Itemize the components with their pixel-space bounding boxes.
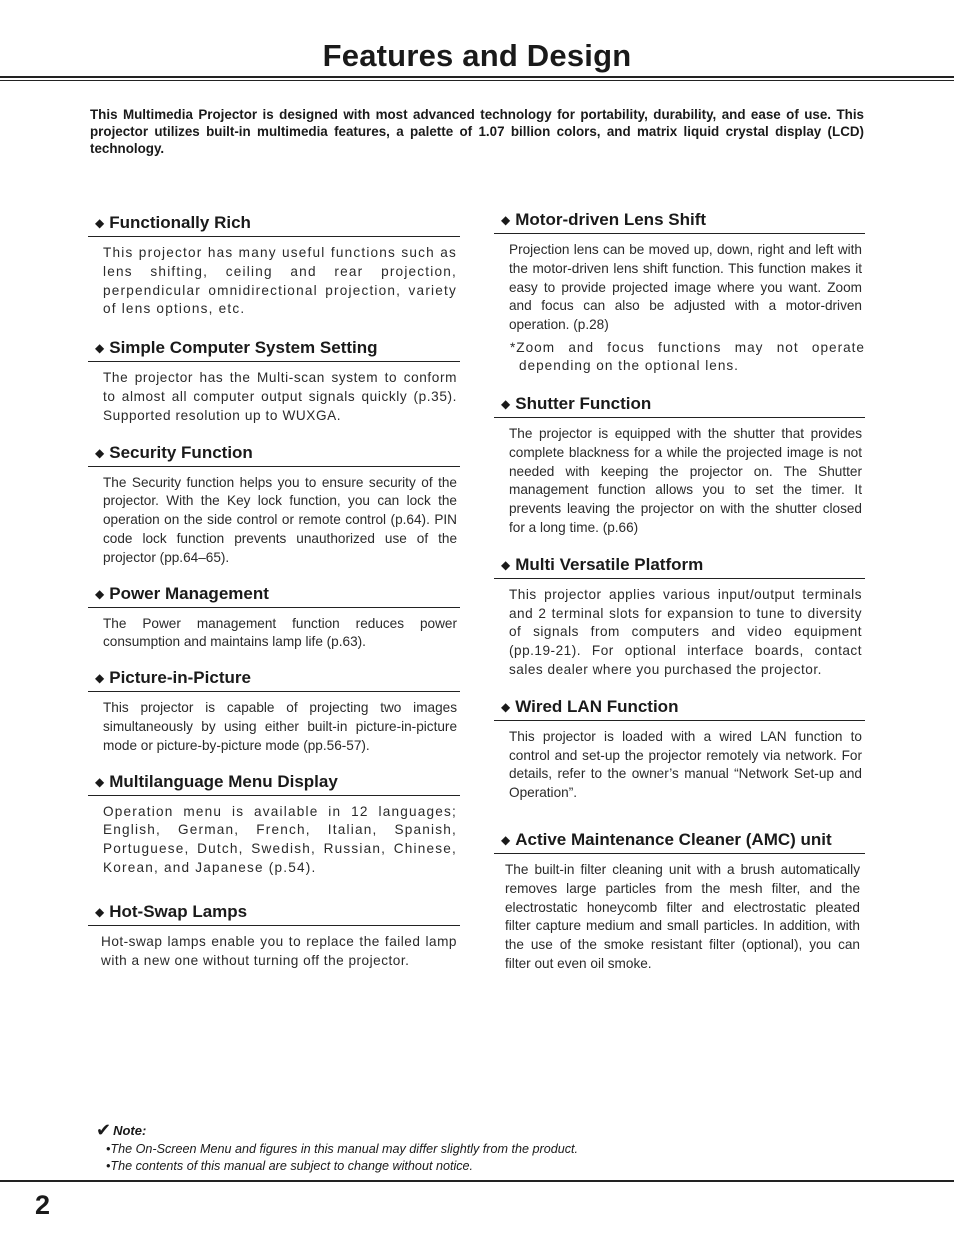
- section-heading-text: Shutter Function: [515, 393, 652, 413]
- section-simple-computer-system-setting: [88, 337, 460, 425]
- section-active-maintenance-cleaner: [494, 829, 865, 974]
- section-heading: [88, 901, 460, 926]
- diamond-icon: ◆: [95, 774, 105, 789]
- section-heading: [494, 554, 865, 579]
- section-heading: [88, 212, 460, 237]
- section-heading: [494, 209, 865, 234]
- section-body: This projector has many useful functions such as lens shifting, ceiling and rear projection, perpendicular omnidirectional projection, variety of lens options, etc.: [103, 245, 457, 317]
- section-heading: [494, 696, 865, 721]
- section-body: Hot-swap lamps enable you to replace the failed lamp with a new one without turning off the projector.: [101, 933, 457, 968]
- note-label: [96, 1120, 796, 1141]
- section-heading: [88, 337, 460, 362]
- section-heading-text: Hot-Swap Lamps: [109, 901, 248, 921]
- page-number: 2: [35, 1190, 51, 1220]
- section-heading: [88, 667, 460, 692]
- section-heading: [494, 829, 865, 854]
- diamond-icon: ◆: [95, 904, 105, 919]
- diamond-icon: ◆: [95, 671, 105, 686]
- section-heading-text: Functionally Rich: [109, 213, 251, 232]
- check-mark-icon: ✔: [96, 1120, 112, 1140]
- section-heading-text: Multi Versatile Platform: [515, 554, 704, 574]
- diamond-icon: ◆: [501, 396, 511, 411]
- section-heading: [494, 393, 865, 418]
- diamond-icon: ◆: [95, 586, 105, 601]
- section-heading-text: Motor-driven Lens Shift: [515, 210, 707, 229]
- diamond-icon: ◆: [501, 213, 511, 227]
- section-shutter-function: [494, 393, 865, 538]
- section-hot-swap-lamps: [88, 901, 460, 971]
- page-title: Features and Design: [322, 38, 632, 73]
- section-body: The projector is equipped with the shutter that provides complete blackness for a while the projected image is not needed with keeping the projector on. The Shutter management function allows you to set the timer. It prevents leaving the projector on with the shutter closed for a long time. (p.66): [509, 425, 862, 535]
- diamond-icon: ◆: [95, 341, 105, 356]
- intro-paragraph: This Multimedia Projector is designed with most advanced technology for portability, durability, and ease of use. This projector utilizes built-in multimedia features, a palette of 1.07 billion colors, and matrix liquid crystal display (LCD) technology.: [90, 107, 864, 156]
- note-label-text: Note:: [113, 1123, 147, 1138]
- section-power-management: [88, 583, 460, 653]
- left-column: [88, 212, 460, 970]
- section-functionally-rich: [88, 212, 460, 319]
- section-body: This projector applies various input/output terminals and 2 terminal slots for expansion to tune to diversity of signals from computers and video equipment (pp.19-21). For optional interface boards, contact sales dealer where you purchased the projector.: [509, 586, 862, 677]
- note-item: •The contents of this manual are subject to change without notice.: [106, 1158, 474, 1173]
- section-heading: [88, 583, 460, 608]
- diamond-icon: ◆: [501, 832, 511, 847]
- section-body: This projector is capable of projecting two images simultaneously by using either built-in picture-in-picture mode or picture-by-picture mode (pp.56-57).: [103, 700, 457, 753]
- title-rule: [0, 76, 954, 81]
- section-motor-driven-lens-shift: [494, 209, 865, 375]
- footer-rule: [0, 1180, 954, 1182]
- diamond-icon: ◆: [95, 445, 105, 460]
- section-picture-in-picture: [88, 667, 460, 755]
- section-heading: [88, 442, 460, 467]
- section-multi-versatile-platform: [494, 554, 865, 680]
- section-heading-text: Active Maintenance Cleaner (AMC) unit: [515, 829, 832, 849]
- section-footnote: *Zoom and focus functions may not operate depending on the optional lens.: [510, 339, 865, 373]
- section-heading: [88, 771, 460, 796]
- section-multilanguage-menu-display: [88, 771, 460, 878]
- section-body: This projector is loaded with a wired LAN function to control and set-up the projector remotely via network. For details, refer to the owner’s manual “Network Set-up and Operation”.: [509, 728, 862, 801]
- section-body: The built-in filter cleaning unit with a brush automatically removes large particles from the mesh filter, and the electrostatic honeycomb filter and electrostatic pleated filter capture medium and small particles. In addition, with the use of the smoke resistant filter (optional), you can filter out even oil smoke.: [505, 861, 860, 971]
- section-heading-text: Multilanguage Menu Display: [109, 771, 338, 791]
- section-heading-text: Security Function: [109, 442, 253, 462]
- section-heading-text: Wired LAN Function: [515, 696, 679, 716]
- diamond-icon: ◆: [501, 557, 511, 572]
- diamond-icon: ◆: [501, 699, 511, 714]
- note-item: •The On-Screen Menu and figures in this manual may differ slightly from the product.: [106, 1142, 578, 1156]
- note-block: [96, 1120, 796, 1174]
- section-security-function: [88, 442, 460, 568]
- right-column: [494, 209, 865, 974]
- section-body: Projection lens can be moved up, down, right and left with the motor-driven lens shift function. This function makes it easy to provide projected image where you want. Zoom and focus can also be adjusted with a motor-driven operation. (p.28): [509, 242, 862, 333]
- diamond-icon: ◆: [95, 216, 105, 230]
- section-body: The Power management function reduces power consumption and maintains lamp life (p.63).: [103, 615, 457, 650]
- section-heading-text: Simple Computer System Setting: [109, 338, 378, 358]
- section-wired-lan-function: [494, 696, 865, 803]
- section-body: The Security function helps you to ensure security of the projector. With the Key lock function, you can lock the operation on the side control or remote control (p.64). PIN code lock function prevents unauthorized use of the projector (pp.64–65).: [103, 474, 457, 565]
- section-body: The projector has the Multi-scan system to conform to almost all computer output signals quickly (p.35). Supported resolution up to WUXGA.: [103, 370, 457, 423]
- section-heading-text: Power Management: [109, 583, 269, 603]
- section-body: Operation menu is available in 12 languages; English, German, French, Italian, Spanish, Portuguese, Dutch, Swedish, Russian, Chinese, Korean, and Japanese (p.54).: [103, 803, 457, 875]
- section-heading-text: Picture-in-Picture: [109, 668, 251, 688]
